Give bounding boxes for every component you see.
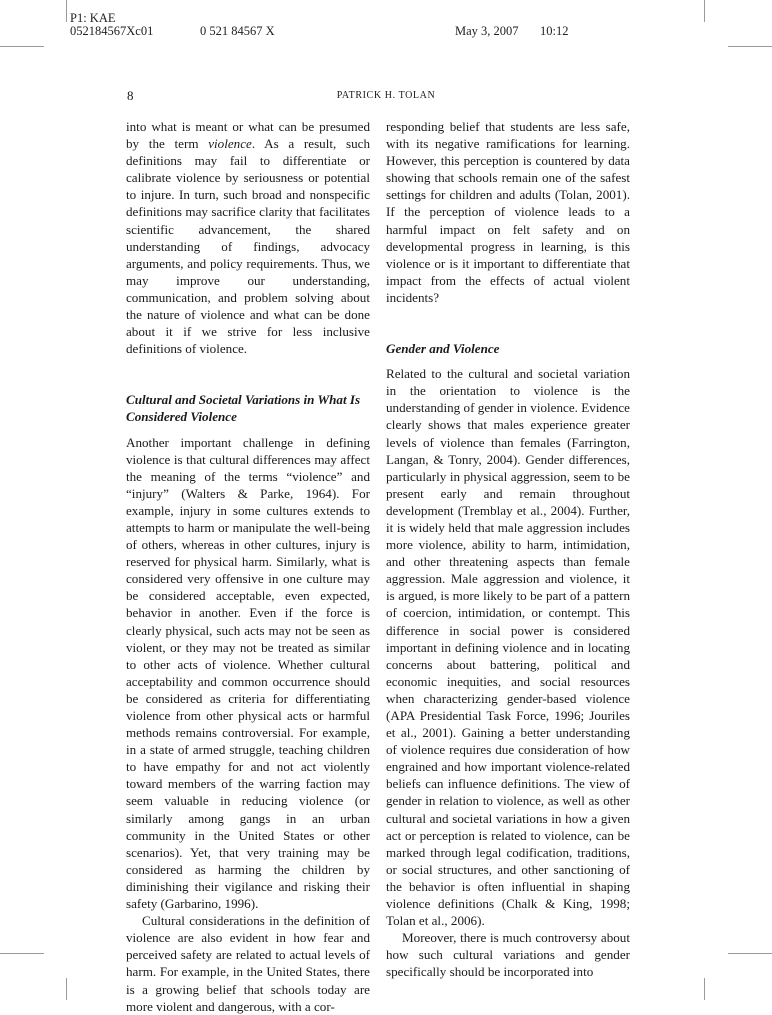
paragraph: responding belief that students are less safe, with its negative ramifications for learning. However, this perception is countered by data showing that schools remain one of the safest settings for children and adults (Tolan, 2001). If the perception of violence leads to a harmful impact on felt safety and on developmental progress in learning, is this violence or is it important to differentiate that impact from the effects of actual violent incidents?: [386, 119, 630, 305]
crop-mark: [0, 46, 44, 47]
crop-mark: [728, 953, 772, 954]
crop-mark: [66, 978, 67, 1000]
slug-chapter-code: 052184567Xc01: [70, 24, 154, 38]
slug-line-1: P1: KAE: [70, 11, 116, 25]
crop-mark: [704, 0, 705, 22]
right-column: [386, 118, 630, 981]
paragraph: Cultural considerations in the definition of violence are also evident in how fear and perceived safety are related to actual levels of harm. For example, in the United States, there is a growing belief that schools today are more violent and dangerous, with a cor-: [126, 913, 370, 1014]
crop-mark: [0, 953, 44, 954]
running-head: PATRICK H. TOLAN: [336, 90, 436, 101]
crop-mark: [704, 978, 705, 1000]
crop-mark: [728, 46, 772, 47]
crop-mark: [66, 0, 67, 22]
slug-date: May 3, 2007: [455, 24, 519, 38]
section-heading: Gender and Violence: [386, 341, 500, 357]
paragraph: into what is meant or what can be presumed by the term violence. As a result, such definitions may fail to differentiate or calibrate violence by seriousness or potential to injure. In turn, such broad and nonspecific definitions may sacrifice clarity that facilitates scientific advancement, the shared understanding of findings, advocacy arguments, and policy requirements. Thus, we may improve our understanding, communication, and problem solving about the nature of violence and what can be done about it if we strive for less inclusive definitions of violence.: [126, 119, 370, 357]
page-number: 8: [127, 88, 134, 103]
section-heading: Cultural and Societal Variations in What Is Considered Violence: [126, 392, 361, 425]
paragraph: Related to the cultural and societal variation in the orientation to violence is the understanding of gender in violence. Evidence clearly shows that males experience greater levels of violence than females (Farrington, Langan, & Tonry, 2004). Gender differences, particularly in physical aggression, seem to be present early and remain throughout development (Tremblay et al., 2004). Further, it is widely held that male aggression includes more violence, ability to harm, intimidation, and other threatening aspects than female aggression. Male aggression and violence, it is argued, is more likely to be part of a pattern of coercion, intimidation, or contempt. This difference in social power is considered important in defining violence and in locating concerns about battering, political and economic inequities, and social resources when characterizing gender-based violence (APA Presidential Task Force, 1996; Jouriles et al., 2001). Gaining a better understanding of violence requires due consideration of how engrained and how important violence-related beliefs can influence definitions. The view of gender in relation to violence, as well as other cultural and societal variations in how a given act or perception is related to violence, can be marked through legal codification, traditions, or social structures, and other sanctioning of the behavior is often influential in shaping violence definitions (Chalk & King, 1998; Tolan et al., 2006).: [386, 366, 630, 929]
paragraph: Moreover, there is much controversy about how such cultural variations and gender specifically should be incorporated into: [386, 930, 630, 980]
slug-isbn: 0 521 84567 X: [200, 24, 275, 38]
left-column: [126, 118, 370, 1015]
paragraph: Another important challenge in defining violence is that cultural differences may affect the meaning of the terms “violence” and “injury” (Walters & Parke, 1964). For example, injury in some cultures extends to attempts to harm or manipulate the well-being of others, whereas in other cultures, injury is reserved for physical harm. Similarly, what is considered very offensive in one culture may be considered acceptable, even expected, behavior in another. Even if the force is clearly physical, such acts may not be seen as violent, or they may not be treated as similar to other acts of violence. Whether cultural acceptability and common occurrence should be considered as criteria for differentiating violence from other physical acts or harmful methods remains controversial. For example, in a state of armed struggle, teaching children to have empathy for and not act violently toward members of the warring faction may seem valuable in reducing violence (or similarly among gangs in an urban community in the United States or other scenarios). Yet, that very training may be considered as harming the children by diminishing their vigilance and risking their safety (Garbarino, 1996).: [126, 434, 370, 912]
slug-time: 10:12: [540, 24, 569, 38]
